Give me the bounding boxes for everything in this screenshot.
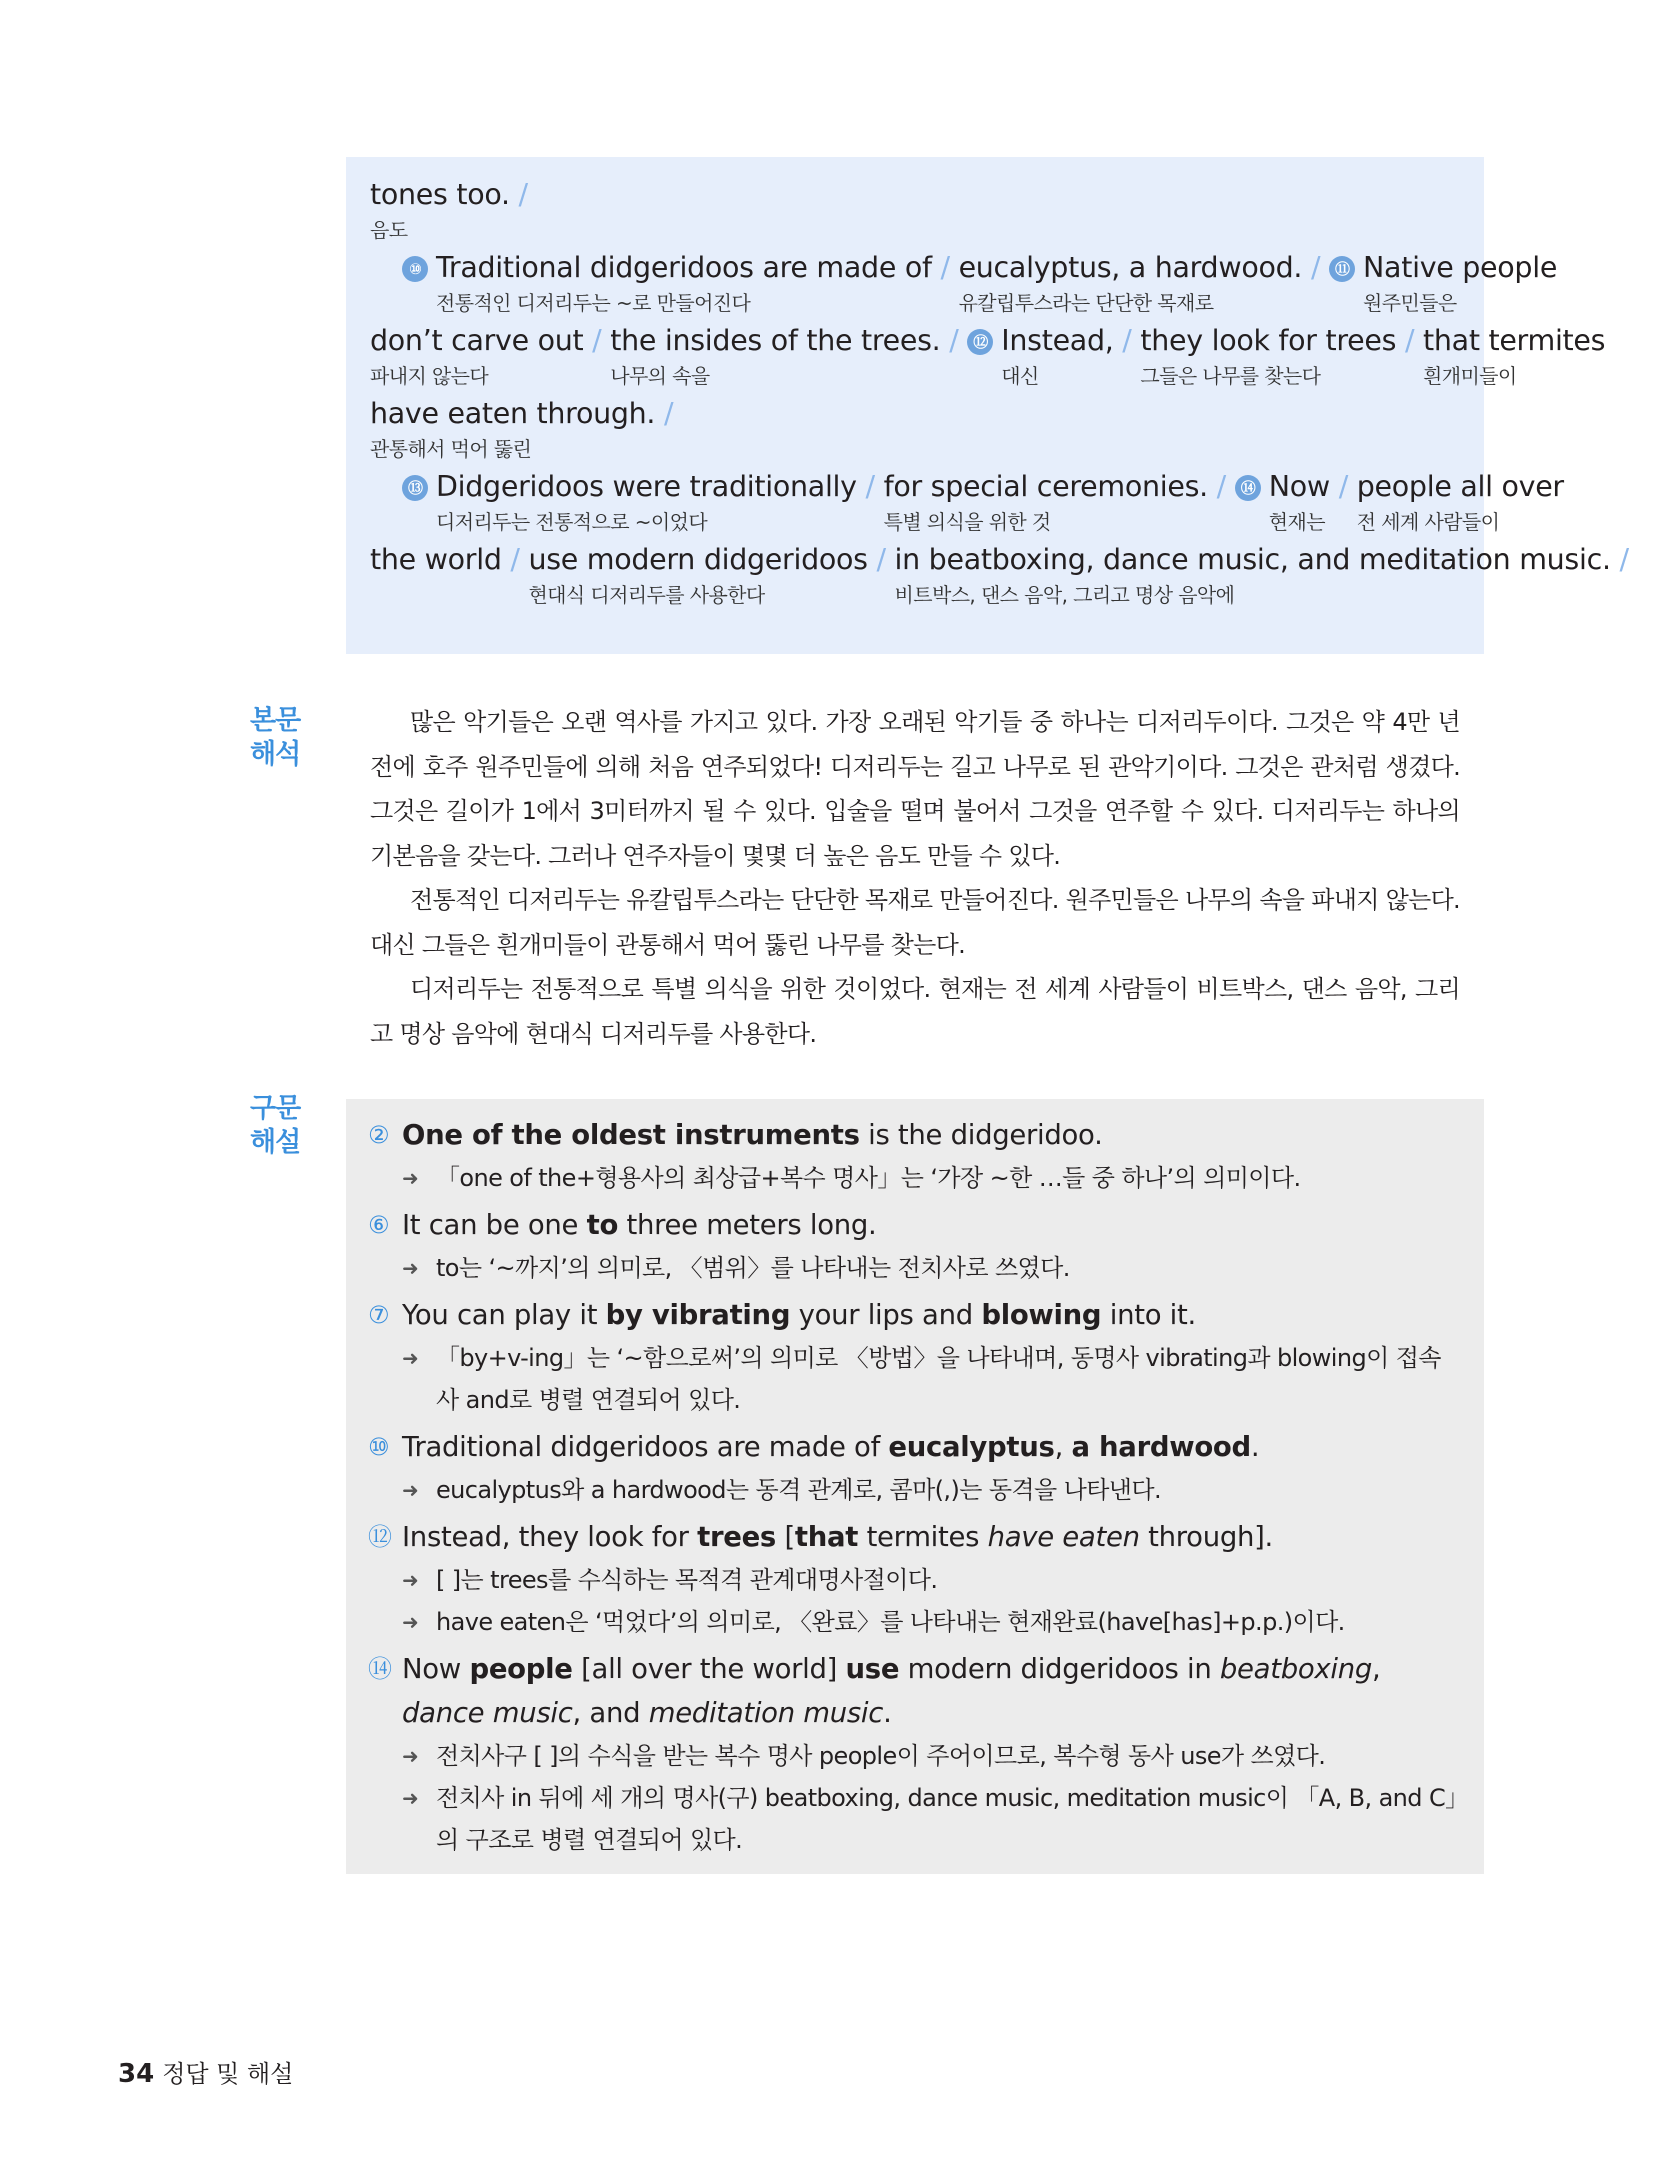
note-text: [ ]는 trees를 수식하는 목적격 관계대명사절이다. [436,1566,938,1594]
arrow-icon: ➜ [402,1256,419,1280]
text: , [1054,1431,1072,1463]
en-chunk: people all over [1356,470,1564,503]
ko-gloss: 나무의 속을 [610,364,710,388]
note-text: 전치사구 [ ]의 수식을 받는 복수 명사 people이 주어이므로, 복수형 동사 use가 쓰였다. [436,1742,1326,1770]
text: into it. [1101,1299,1196,1331]
slash: / [592,324,602,357]
label-line: 해설 [250,1127,301,1158]
slash: / [865,470,875,503]
en-chunk: Traditional didgeridoos are made of [436,251,932,284]
ko-gloss: 원주민들은 [1363,291,1457,315]
item-number: ⑭ [368,1655,392,1683]
grammar-item [368,1293,1460,1421]
reading-line-5 [370,467,1564,537]
arrow-icon: ➜ [402,1610,419,1634]
sentence-number: ⑩ [402,256,428,282]
text: Instead, they look for [402,1521,698,1553]
en-chunk: Now [1268,470,1330,503]
grammar-label [250,1092,310,1160]
en-chunk: that termites [1423,324,1606,357]
slash: / [1404,324,1415,357]
note-text: 전치사 in 뒤에 세 개의 명사(구) beatboxing, dance music, meditation music이 「A, B, and C」의 구조로 병렬 연결되어 있다. [436,1784,1457,1854]
en-chunk: tones too. [370,178,510,211]
bold-text: that [794,1521,859,1553]
bold-text: One of the oldest instruments [402,1119,860,1151]
text: You can play it [402,1299,606,1331]
bold-text: trees [697,1521,777,1553]
reading-line-1 [370,175,1460,245]
item-number: ⑫ [368,1523,392,1551]
arrow-icon: ➜ [402,1346,419,1370]
en-chunk: have eaten through. [370,397,656,430]
ko-gloss: 디저리두는 전통적으로 ~이었다 [436,510,708,534]
translation-label [250,704,310,772]
text: [ [776,1521,795,1553]
grammar-item [368,1425,1460,1511]
en-chunk: in beatboxing, dance music, and meditation music. [894,543,1611,576]
sentence-number: ⑬ [402,475,428,501]
ko-gloss: 음도 [370,218,408,242]
en-chunk: they look for trees [1140,324,1397,357]
text: . [883,1697,892,1729]
ko-gloss: 유칼립투스라는 단단한 목재로 [958,291,1214,315]
text: . [1250,1431,1260,1463]
ko-gloss: 파내지 않는다 [370,364,489,388]
en-chunk: the world [370,543,502,576]
grammar-item [368,1647,1460,1861]
grammar-item [368,1113,1460,1199]
text: termites [858,1521,988,1553]
item-number: ⑩ [368,1433,390,1461]
sentence-number: ⑭ [1235,475,1261,501]
translation-paragraph: 전통적인 디저리두는 유칼립투스라는 단단한 목재로 만들어진다. 원주민들은 나무의 속을 파내지 않는다. 대신 그들은 흰개미들이 관통해서 먹어 뚫린 나무를 찾는다. [370,886,1460,959]
slash: / [663,397,674,430]
label-line: 본문 [250,705,301,736]
translation-paragraph: 디저리두는 전통적으로 특별 의식을 위한 것이었다. 현재는 전 세계 사람들이 비트박스, 댄스 음악, 그리고 명상 음악에 현대식 디저리두를 사용한다. [370,975,1460,1048]
sentence-number: ⑪ [1329,256,1355,282]
en-chunk: eucalyptus, a hardwood. [958,251,1303,284]
bold-text: to [586,1209,619,1241]
arrow-icon: ➜ [402,1786,419,1810]
page-footer [118,2054,293,2089]
bold-text: blowing [981,1299,1102,1331]
bold-text: eucalyptus [888,1431,1055,1463]
bold-text: people [469,1653,573,1685]
label-line: 구문 [250,1093,301,1124]
slash: / [510,543,520,576]
en-chunk: for special ceremonies. [883,470,1208,503]
ko-gloss: 전 세계 사람들이 [1356,510,1500,534]
slash: / [949,324,959,357]
text: Now [402,1653,470,1685]
ko-gloss: 전통적인 디저리두는 ~로 만들어진다 [436,291,751,315]
ko-gloss: 현재는 [1268,510,1325,534]
translation-paragraph: 많은 악기들은 오랜 역사를 가지고 있다. 가장 오래된 악기들 중 하나는 디저리두이다. 그것은 약 4만 년 전에 호주 원주민들에 의해 처음 연주되었다! 디저리두는 길고 나무로 된 관악기이다. 그것은 관처럼 생겼다. 그것은 길이가 1에서 3미터까지 될 수 있다. 입술을 떨며 불어서 그것을 연주할 수 있다. 디저리두는 하나의 기본음을 갖는다. 그러나 연주자들이 몇몇 더 높은 음도 만들 수 있다. [370,708,1460,870]
en-chunk: use modern didgeridoos [528,543,868,576]
sentence-number: ⑫ [967,329,993,355]
note-text: eucalyptus와 a hardwood는 동격 관계로, 콤마(,)는 동격을 나타낸다. [436,1476,1161,1504]
footer-title: 정답 및 해설 [162,2060,294,2088]
text: your lips and [790,1299,982,1331]
note-text: 「by+v-ing」는 ‘~함으로써’의 의미로 〈방법〉을 나타내며, 동명사 vibrating과 blowing이 접속사 and로 병렬 연결되어 있다. [436,1344,1441,1414]
bold-text: by vibrating [605,1299,791,1331]
arrow-icon: ➜ [402,1744,419,1768]
arrow-icon: ➜ [402,1478,419,1502]
text: is the didgeridoo. [859,1119,1103,1151]
arrow-icon: ➜ [402,1166,419,1190]
text: three meters long. [618,1209,877,1241]
arrow-icon: ➜ [402,1568,419,1592]
slash: / [518,178,528,211]
slash: / [940,251,950,284]
grammar-box [346,1099,1484,1874]
reading-line-3 [370,321,1606,391]
reading-line-4 [370,394,1460,464]
text: through]. [1139,1521,1273,1553]
text: It can be one [402,1209,587,1241]
text: [all over the world] [572,1653,846,1685]
en-chunk: Native people [1363,251,1558,284]
label-line: 해석 [250,739,301,770]
text: modern didgeridoos in [899,1653,1220,1685]
translation-body [370,700,1460,1056]
italic-text: meditation music [648,1697,884,1729]
slash: / [1216,470,1226,503]
italic-text: beatboxing [1219,1653,1372,1685]
ko-gloss: 흰개미들이 [1423,364,1517,388]
text: , [1372,1653,1381,1685]
en-chunk: Instead, [1001,324,1114,357]
ko-gloss: 대신 [1001,364,1039,388]
ko-gloss: 그들은 나무를 찾는다 [1140,364,1321,388]
note-text: have eaten은 ‘먹었다’의 의미로, 〈완료〉를 나타내는 현재완료(have[has]+p.p.)이다. [436,1608,1345,1636]
grammar-item [368,1515,1460,1643]
en-chunk: the insides of the trees. [610,324,941,357]
en-chunk: don’t carve out [370,324,584,357]
slash: / [876,543,886,576]
ko-gloss: 현대식 디저리두를 사용한다 [528,583,765,607]
italic-text: dance music [402,1697,573,1729]
slash: / [1122,324,1132,357]
en-chunk: Didgeridoos were traditionally [436,470,857,503]
slash: / [1338,470,1348,503]
text: , and [572,1697,649,1729]
italic-text: have eaten [987,1521,1140,1553]
note-text: to는 ‘~까지’의 의미로, 〈범위〉를 나타내는 전치사로 쓰였다. [436,1254,1070,1282]
slash: / [1619,543,1629,576]
ko-gloss: 특별 의식을 위한 것 [883,510,1051,534]
note-text: 「one of the+형용사의 최상급+복수 명사」는 ‘가장 ~한 …들 중 하나’의 의미이다. [436,1164,1301,1192]
item-number: ⑥ [368,1211,390,1239]
slash: / [1310,251,1321,284]
reading-line-6 [370,540,1629,610]
item-number: ⑦ [368,1301,390,1329]
page-number: 34 [118,2059,155,2089]
reading-line-2 [370,248,1558,318]
item-number: ② [368,1121,390,1149]
bold-text: use [845,1653,900,1685]
grammar-item [368,1203,1460,1289]
bold-text: a hardwood [1071,1431,1251,1463]
reading-box [346,157,1629,654]
ko-gloss: 비트박스, 댄스 음악, 그리고 명상 음악에 [894,583,1235,607]
ko-gloss: 관통해서 먹어 뚫린 [370,437,532,461]
text: Traditional didgeridoos are made of [402,1431,889,1463]
